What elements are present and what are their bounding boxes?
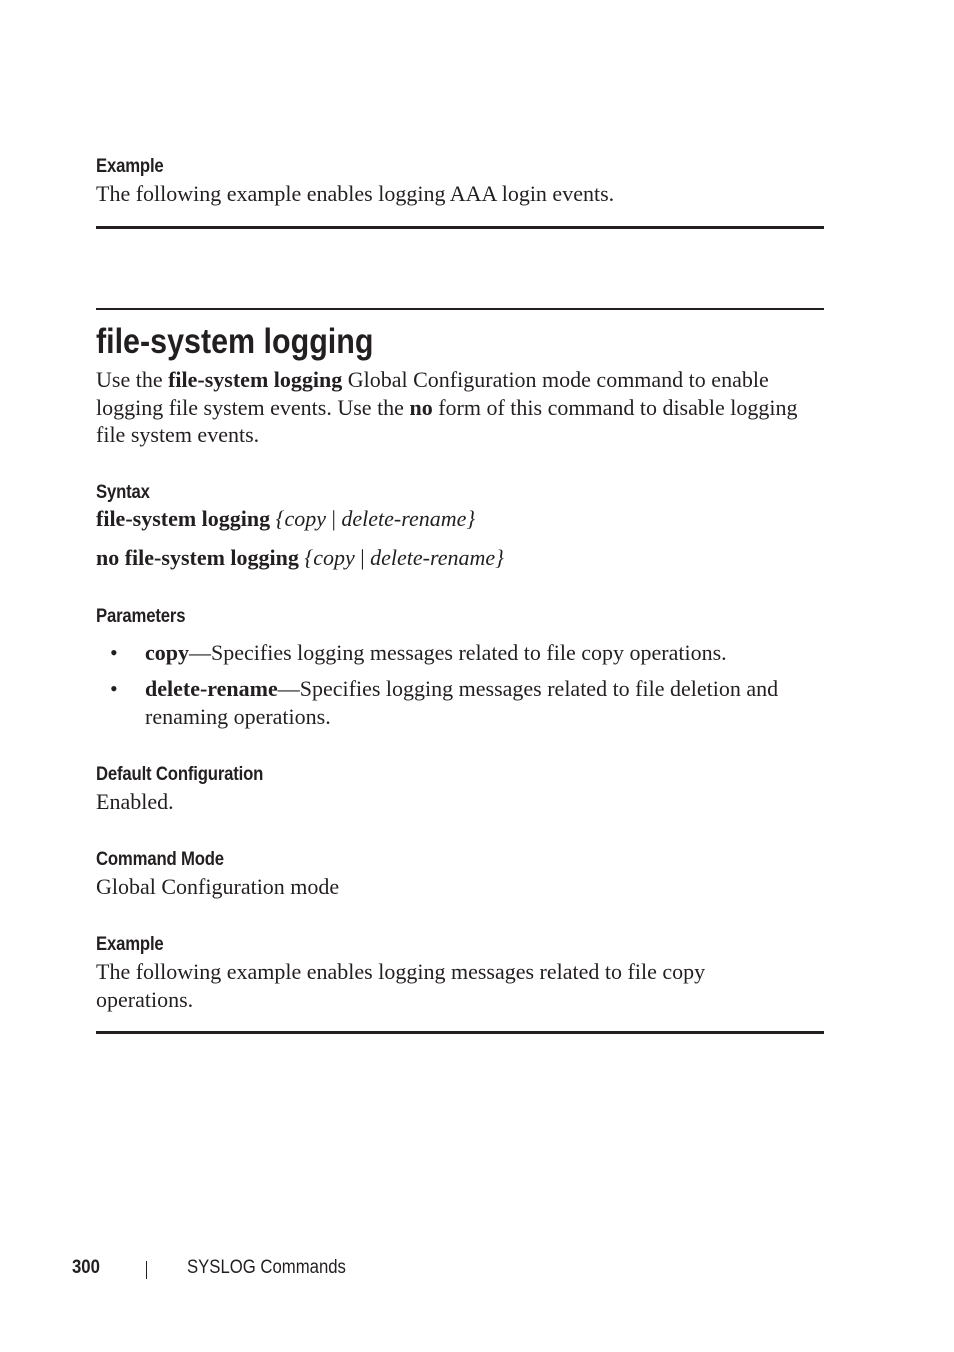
syntax-line-2 [96,545,504,571]
syntax-heading: Syntax [96,482,150,503]
syntax-line-1 [96,506,475,532]
intro-command: file-system logging [168,367,343,392]
footer-section-name: SYSLOG Commands [187,1257,346,1278]
bullet-marker: • [110,640,118,665]
syntax-separator: | [354,545,371,570]
intro-text-1: Use the [96,367,169,392]
section-end-rule [96,1031,824,1034]
syntax-close-brace: } [495,545,504,570]
command-mode-heading: Command Mode [96,849,224,870]
syntax-command: file-system logging [96,506,271,531]
syntax-option-delete-rename: delete-rename [370,545,496,570]
parameters-heading: Parameters [96,606,186,627]
section-end-rule [96,226,824,229]
section-start-rule [96,308,824,310]
default-configuration-text: Enabled. [96,789,174,814]
bullet-marker: • [110,676,118,701]
syntax-separator: | [326,506,342,531]
default-configuration-heading: Default Configuration [96,764,264,785]
intro-text-2: Global Configuration mode command to enable logging file system events. Use the [96,367,769,420]
parameter-term: delete-rename [145,676,278,701]
syntax-open-brace: { [275,506,285,531]
syntax-option-delete-rename: delete-rename [341,506,467,531]
intro-text-3: form of this command to disable logging file system events. [96,394,798,447]
parameter-description: —Specifies logging messages related to file deletion and renaming operations. [145,676,779,729]
parameter-term: copy [145,640,189,665]
footer-divider [146,1261,147,1279]
intro-no-keyword: no [409,394,433,420]
top-example-heading: Example [96,156,164,177]
command-mode-text: Global Configuration mode [96,874,340,899]
example-text: The following example enables logging messages related to file copy operations. [96,959,706,1012]
syntax-no-command: no file-system logging [96,545,299,570]
syntax-option-copy: copy [313,545,355,570]
list-item [145,675,825,731]
intro-paragraph [96,366,826,449]
page-number: 300 [72,1257,100,1278]
page-title: file-system logging [96,322,374,361]
top-example-text: The following example enables logging AAA login events. [96,181,615,206]
example-heading: Example [96,934,164,955]
list-item [145,639,825,667]
syntax-close-brace: } [466,506,476,531]
syntax-open-brace: { [304,545,314,570]
syntax-option-copy: copy [284,506,326,531]
parameter-description: —Specifies logging messages related to file copy operations. [189,640,727,665]
